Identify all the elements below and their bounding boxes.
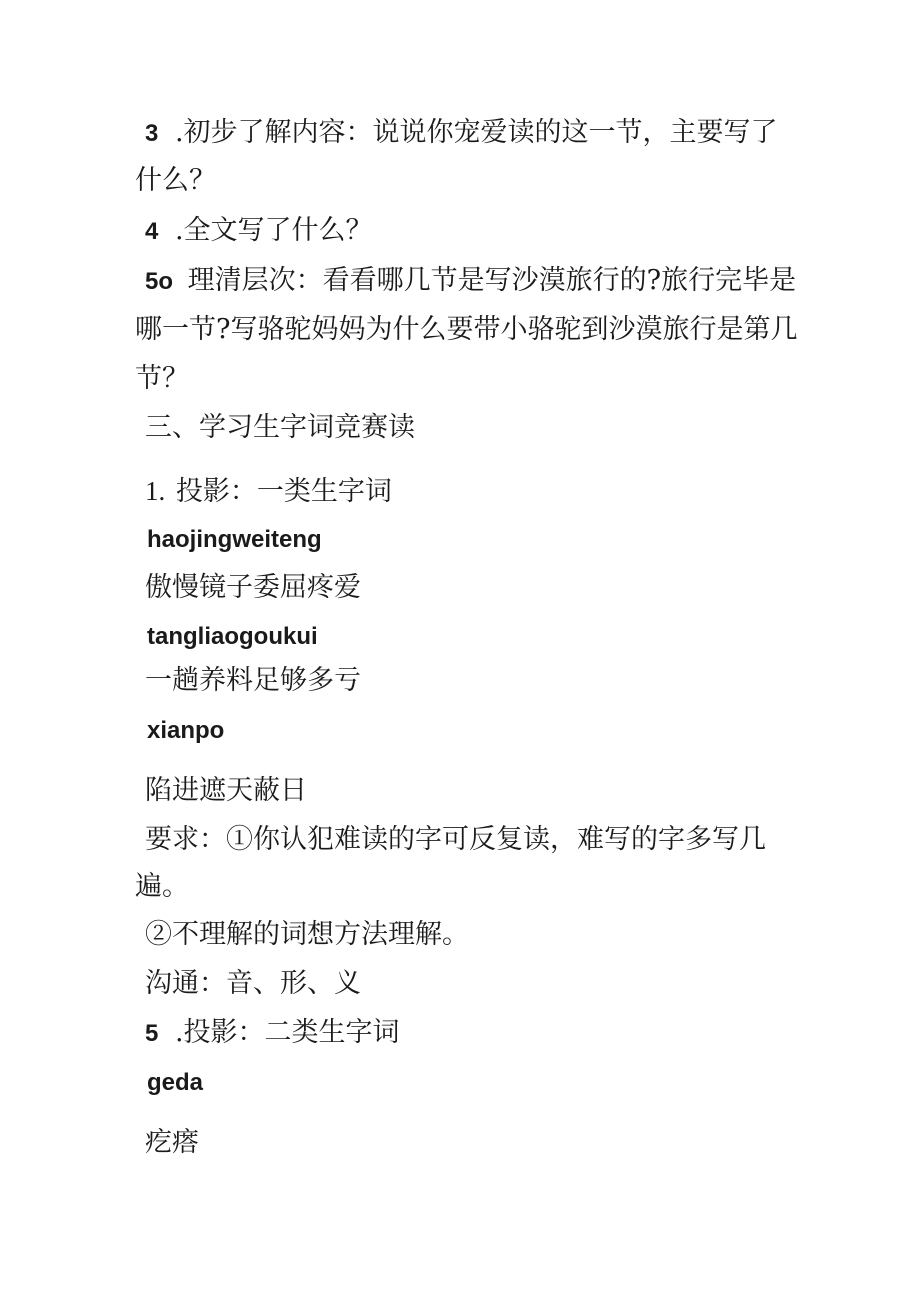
vocab-line-4: 疙瘩	[145, 1127, 199, 1158]
item-number: 1.	[145, 476, 166, 506]
requirement-1: 要求：①你认犯难读的字可反复读，难写的字多写几	[145, 824, 766, 855]
requirement-1-continuation: 遍。	[135, 871, 189, 902]
item-text: 投影：一类生字词	[175, 476, 392, 507]
item-text: .初步了解内容：说说你宠爱读的这一节，主要写了	[174, 117, 778, 148]
item-number: 3	[145, 120, 159, 147]
item-3-continuation: 什么？	[135, 165, 216, 196]
item-number: 4	[145, 218, 159, 245]
item-4	[145, 214, 373, 249]
pinyin-line-1: haojingweiteng	[147, 526, 322, 553]
vocab-line-2: 一趟养料足够多亏	[145, 665, 361, 696]
requirement-2: ②不理解的词想方法理解。	[145, 919, 469, 950]
item-text: 理清层次：看看哪几节是写沙漠旅行的?旅行完毕是	[187, 265, 797, 296]
pinyin-line-3: xianpo	[147, 717, 225, 744]
pinyin-line-2: tangliaogoukui	[147, 623, 318, 650]
item-number: 5o	[145, 268, 174, 295]
item-number: 5	[145, 1020, 159, 1047]
item-5-continuation-2: 节？	[135, 363, 189, 394]
projection-1	[145, 474, 392, 509]
vocab-line-3: 陷进遮天蔽日	[145, 775, 307, 806]
pinyin-line-4: geda	[147, 1069, 204, 1096]
item-text: .投影：二类生字词	[174, 1017, 400, 1048]
section-heading: 三、学习生字词竞赛读	[145, 412, 415, 443]
exchange-line: 沟通：音、形、义	[145, 968, 361, 999]
item-5-continuation-1: 哪一节?写骆驼妈妈为什么要带小骆驼到沙漠旅行是第几	[135, 314, 798, 345]
item-text: .全文写了什么？	[174, 215, 373, 246]
item-3	[145, 116, 778, 151]
item-5	[145, 264, 796, 299]
vocab-line-1: 傲慢镜子委屈疼爱	[145, 572, 361, 603]
projection-5	[145, 1016, 400, 1051]
